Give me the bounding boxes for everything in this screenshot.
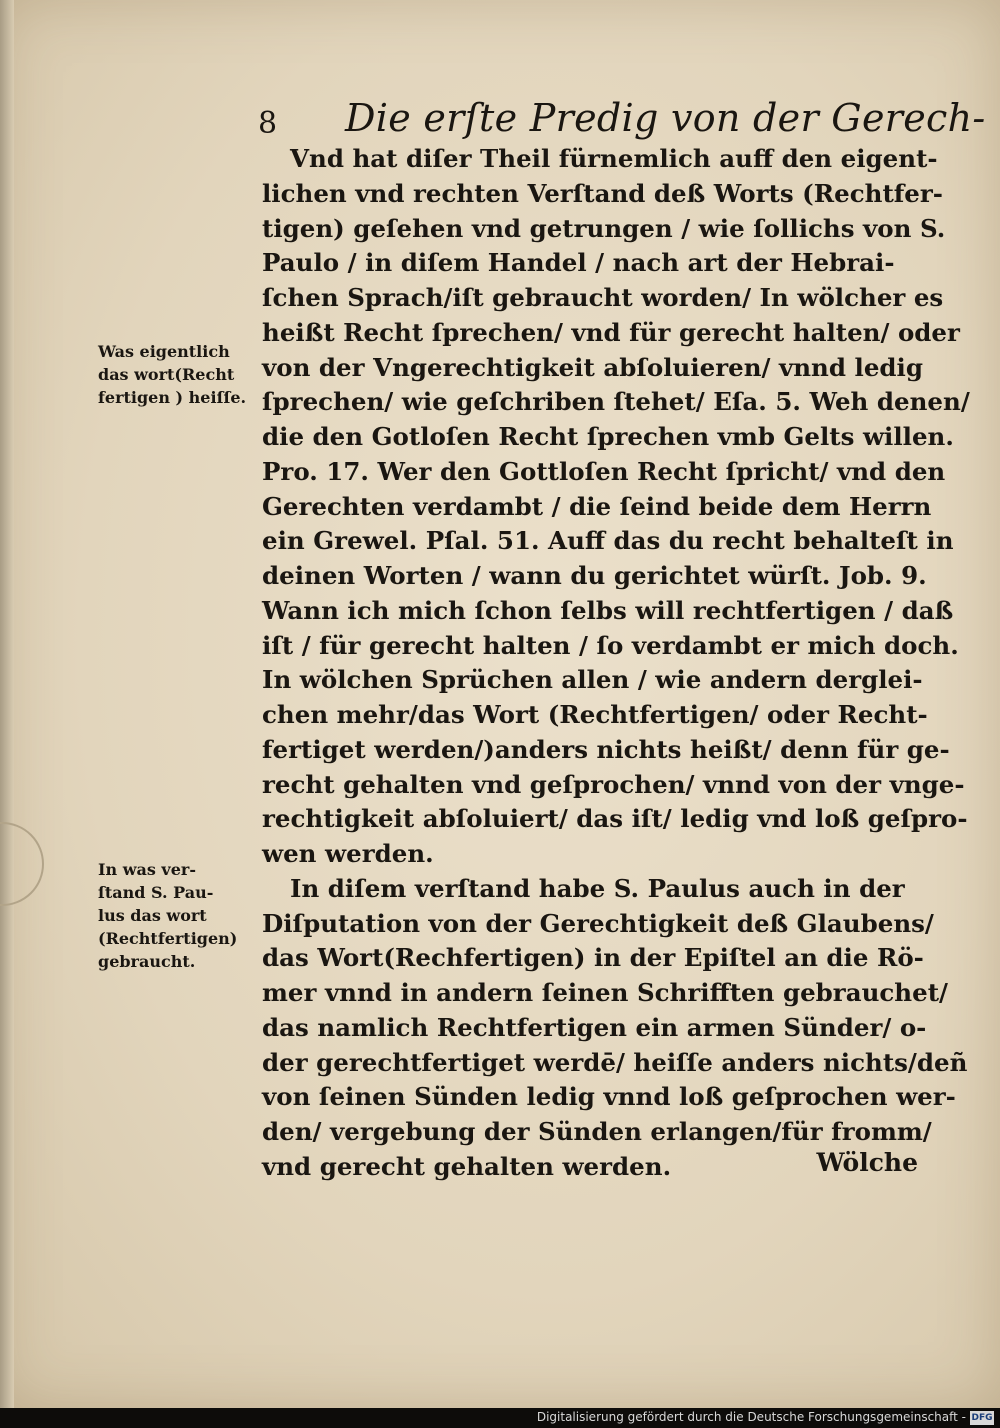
main-text (262, 142, 970, 1185)
text-line: Was eigentlich (98, 342, 230, 361)
text-line: recht gehalten vnd geſprochen/ vnnd von der vnge- (262, 769, 965, 799)
text-line: (Rechtfertigen) (98, 929, 238, 948)
dfg-logo: DFG (971, 1413, 993, 1423)
margin-note-paulus (98, 858, 263, 973)
text-line: lichen vnd rechten Verſtand deß Worts (Rechtfer- (262, 178, 943, 208)
text-line: Vnd hat diſer Theil fürnemlich auff den eigent- (290, 144, 938, 173)
text-line: das namlich Rechtfertigen ein armen Sünder/ o- (262, 1012, 927, 1042)
text-line: chen mehr/das Wort (Rechtfertigen/ oder Recht- (262, 700, 928, 729)
text-line: der gerechtfertiget werdē/ heiſſe anders nichts/deñ (262, 1047, 968, 1077)
paragraph-2 (262, 872, 968, 1185)
page-edge (0, 0, 14, 1408)
text-line: von ſeinen Sünden ledig vnnd loß geſprochen wer- (262, 1082, 956, 1112)
text-line: das wort(Recht (98, 365, 235, 384)
footer-credit: Digitalisierung gefördert durch die Deutsche Forschungsgemeinschaft - (536, 1410, 966, 1424)
text-line: mer vnnd in andern ſeinen Schrifften gebrauchet/ (262, 978, 948, 1007)
running-title: Die erſte Predig von der Gerech- (345, 96, 986, 140)
text-line: gebraucht. (98, 952, 196, 971)
text-line: vnd gerecht gehalten werden. (262, 1151, 672, 1181)
text-line: den/ vergebung der Sünden erlangen/für fromm/ (262, 1117, 932, 1146)
text-line: lus das wort (98, 906, 207, 925)
text-line: die den Gotloſen Recht ſprechen vmb Gelts willen. (262, 422, 954, 451)
paragraph-1 (262, 142, 970, 872)
catchword: Wölche (816, 1148, 918, 1177)
text-line: In was ver- (98, 860, 196, 879)
text-line: tigen) geſehen vnd getrungen / wie ſollichs von S. (262, 213, 946, 243)
text-line: wen werden. (262, 839, 434, 868)
text-line: fertiget werden/)anders nichts heißt/ denn für ge- (262, 734, 950, 764)
text-line: das Wort(Rechfertigen) in der Epiſtel an die Rö- (262, 943, 924, 973)
text-line: ſchen Sprach/iſt gebraucht worden/ In wölcher es (262, 283, 944, 312)
text-line: rechtigkeit abſoluiert/ das iſt/ ledig vnd loß geſpro- (262, 804, 968, 834)
page-tab-mark (0, 822, 44, 906)
text-line: ſprechen/ wie geſchriben ſtehet/ Eſa. 5. Weh denen/ (262, 387, 970, 417)
text-line: fertigen ) heiſſe. (98, 388, 247, 407)
margin-note-meaning (98, 340, 263, 409)
text-line: Diſputation von der Gerechtigkeit deß Glaubens/ (262, 908, 934, 938)
text-line: iſt / für gerecht halten / ſo verdambt er mich doch. (262, 630, 959, 660)
text-line: heißt Recht ſprechen/ vnd für gerecht halten/ oder (262, 317, 960, 347)
text-line: ein Grewel. Pſal. 51. Auff das du recht behalteſt in (262, 526, 954, 556)
text-line: deinen Worten / wann du gerichtet würſt. Job. 9. (262, 561, 927, 590)
text-line: In wölchen Sprüchen allen / wie andern derglei- (262, 665, 923, 695)
digitization-footer (0, 1408, 1000, 1428)
page-number: 8 (258, 106, 278, 141)
text-line: Wann ich mich ſchon ſelbs will rechtfertigen / daß (262, 595, 954, 625)
text-line: ſtand S. Pau- (98, 883, 214, 902)
text-line: Paulo / in diſem Handel / nach art der Hebrai- (262, 248, 895, 278)
text-line: Pro. 17. Wer den Gottloſen Recht ſpricht/ vnd den (262, 456, 946, 486)
text-line: Gerechten verdambt / die ſeind beide dem Herrn (262, 491, 932, 521)
text-line: In diſem verſtand habe S. Paulus auch in der (290, 873, 905, 903)
text-line: von der Vngerechtigkeit abſoluieren/ vnnd ledig (262, 352, 923, 382)
